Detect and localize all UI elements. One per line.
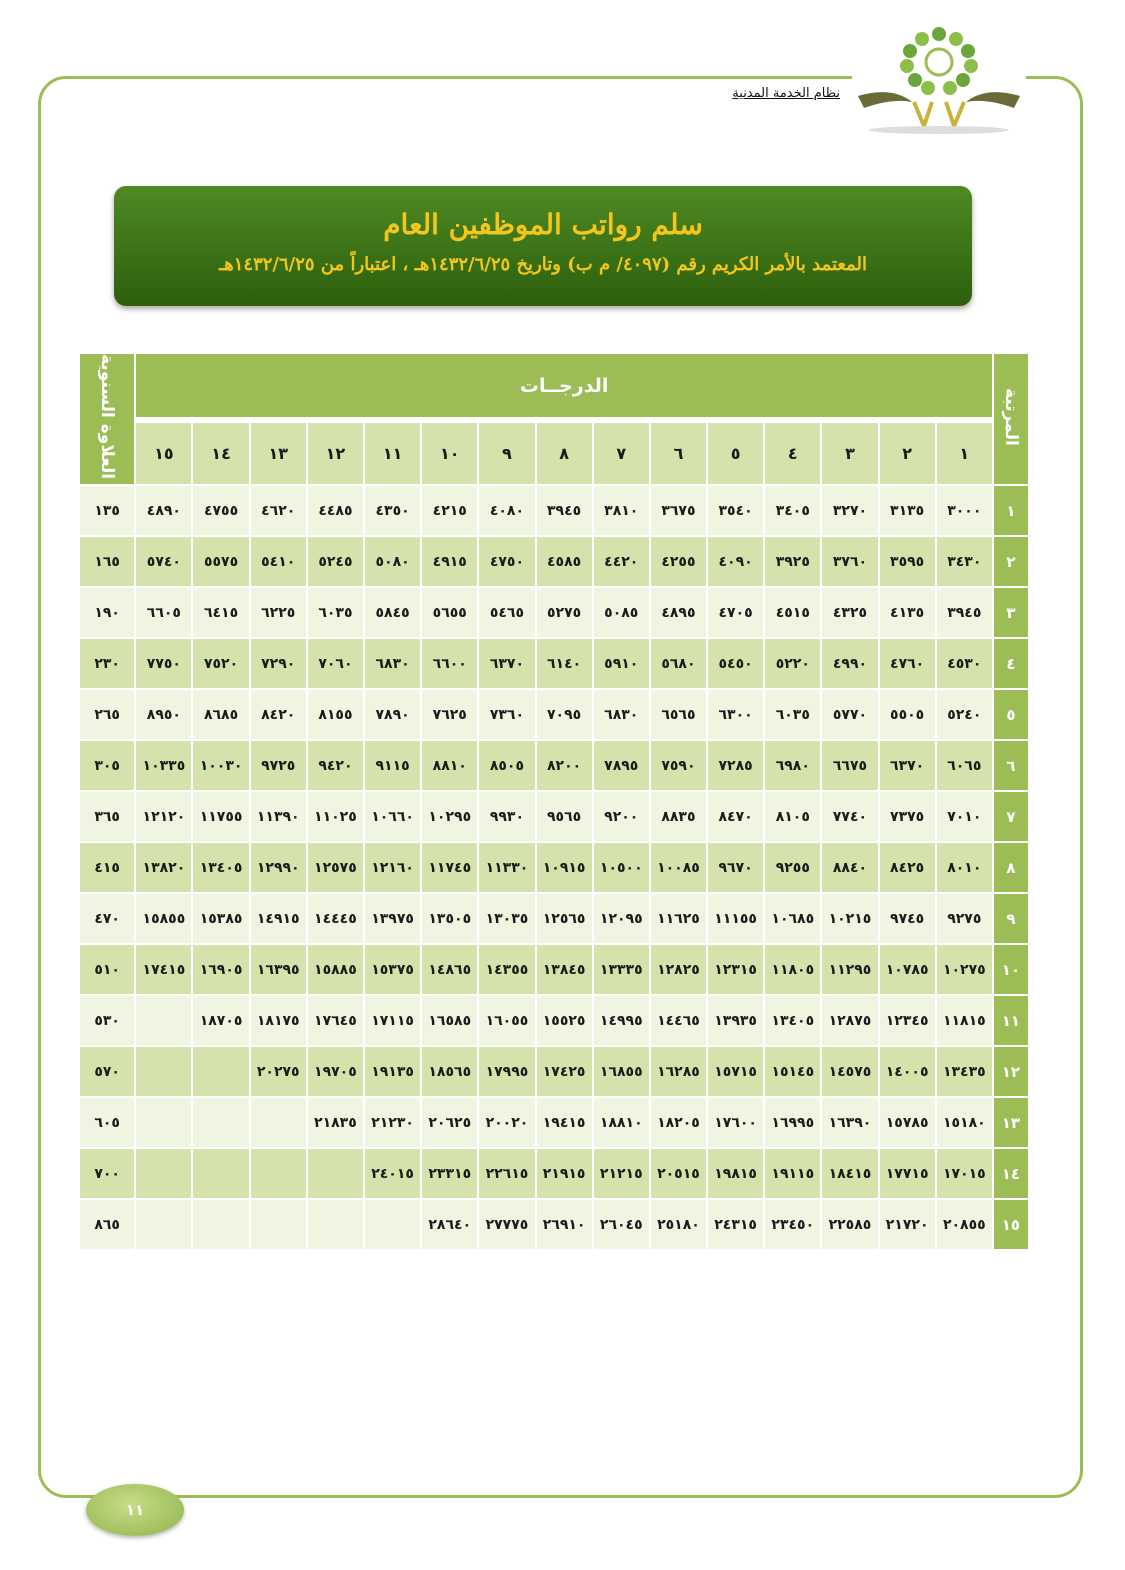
salary-cell: ٦٨٣٠ [364,638,421,689]
salary-cell: ١٨٧٠٥ [192,995,249,1046]
salary-cell: ٢١٢٣٠ [364,1097,421,1148]
salary-cell: ٤٤٢٠ [593,536,650,587]
salary-cell: ٥٦٨٠ [650,638,707,689]
salary-cell: ٦٠٣٥ [764,689,821,740]
salary-cell: ٤٣٥٠ [364,485,421,536]
salary-cell: ١٢٣٤٥ [879,995,936,1046]
header-row [79,353,1029,420]
salary-cell: ٢١٩١٥ [536,1148,593,1199]
salary-cell: ١٢٥٦٥ [536,893,593,944]
salary-cell: ٥٠٨٥ [593,587,650,638]
salary-cell: ٤٧٥٠ [478,536,535,587]
grade-header-cell: ٩ [478,420,535,485]
salary-cell: ٤٢٥٥ [650,536,707,587]
salary-cell: ١٠٥٠٠ [593,842,650,893]
salary-cell: ٤٩٩٠ [821,638,878,689]
table-row [79,536,1029,587]
table-row [79,944,1029,995]
table-row [79,587,1029,638]
salary-cell: ١٤٤٤٥ [307,893,364,944]
salary-cell: ١٢١٦٠ [364,842,421,893]
salary-cell: ١٦٢٨٥ [650,1046,707,1097]
civil-service-emblem-icon [852,18,1026,138]
salary-cell [135,1046,192,1097]
salary-cell: ٥٥٧٥ [192,536,249,587]
salary-cell [135,995,192,1046]
salary-cell: ١٠٠٨٥ [650,842,707,893]
salary-cell: ١٧٦٠٠ [707,1097,764,1148]
grade-header-cell: ١٥ [135,420,192,485]
salary-cell: ١١٨٠٥ [764,944,821,995]
salary-cell: ٦٣٠٠ [707,689,764,740]
rank-cell: ١ [993,485,1029,536]
bonus-header: العلاوة السنوية [79,353,135,485]
salary-cell: ١٣٥٠٥ [421,893,478,944]
salary-cell: ٢٧٧٧٥ [478,1199,535,1250]
salary-cell [307,1148,364,1199]
salary-cell: ١٢٠٩٥ [593,893,650,944]
salary-cell: ٩٧٤٥ [879,893,936,944]
salary-cell: ٥٢٤٠ [936,689,993,740]
salary-cell: ٦٨٣٠ [593,689,650,740]
salary-cell: ١٨٨١٠ [593,1097,650,1148]
salary-cell: ٢١٢١٥ [593,1148,650,1199]
salary-cell: ٣٤٣٠ [936,536,993,587]
salary-cell: ٦٩٨٠ [764,740,821,791]
salary-cell: ٤٧٥٥ [192,485,249,536]
salary-cell: ١٧٤٢٥ [536,1046,593,1097]
page-number-badge [86,1484,184,1536]
salary-cell: ٢١٨٣٥ [307,1097,364,1148]
table-row [79,689,1029,740]
salary-cell: ١٤٤٦٥ [650,995,707,1046]
salary-cell: ٦٠٣٥ [307,587,364,638]
salary-cell: ٧٨٩٠ [364,689,421,740]
salary-cell: ٦٣٧٠ [478,638,535,689]
salary-cell: ٢٠٦٢٥ [421,1097,478,1148]
rank-cell: ١٠ [993,944,1029,995]
salary-cell: ٨١٥٥ [307,689,364,740]
salary-cell: ٢٦٠٤٥ [593,1199,650,1250]
salary-cell: ٧٧٤٠ [821,791,878,842]
salary-cell: ٥٥٠٥ [879,689,936,740]
table-body [79,485,1029,1250]
grade-header-cell: ١٤ [192,420,249,485]
salary-cell: ٦٣٧٠ [879,740,936,791]
salary-cell: ١٧٩٩٥ [478,1046,535,1097]
salary-cell: ١٩١٣٥ [364,1046,421,1097]
page-number: ١١ [125,1501,145,1519]
salary-cell [250,1148,307,1199]
salary-cell: ١٩٧٠٥ [307,1046,364,1097]
salary-cell: ١٠٧٨٥ [879,944,936,995]
bonus-cell: ٣٠٥ [79,740,135,791]
grade-header-cell: ٤ [764,420,821,485]
grade-header-cell: ٥ [707,420,764,485]
banner-title: سلم رواتب الموظفين العام [383,208,703,241]
salary-cell: ١٧٤١٥ [135,944,192,995]
salary-cell: ٩٩٣٠ [478,791,535,842]
salary-cell: ٢٤٣١٥ [707,1199,764,1250]
salary-cell [192,1046,249,1097]
salary-cell: ١٨٢٠٥ [650,1097,707,1148]
salary-cell: ١٠٦٦٠ [364,791,421,842]
salary-cell: ١٥٨٨٥ [307,944,364,995]
salary-cell: ١١٨١٥ [936,995,993,1046]
bonus-cell: ١٣٥ [79,485,135,536]
salary-cell: ٢٤٠١٥ [364,1148,421,1199]
salary-cell: ٣٥٤٠ [707,485,764,536]
bonus-cell: ٢٣٠ [79,638,135,689]
grade-header-cell: ١٣ [250,420,307,485]
salary-cell: ١١٣٣٠ [478,842,535,893]
salary-scale-table [78,352,1030,1251]
salary-cell: ٨٤٧٠ [707,791,764,842]
salary-cell: ٥٧٧٠ [821,689,878,740]
salary-cell: ٣٨١٠ [593,485,650,536]
salary-cell: ١٠٢٩٥ [421,791,478,842]
salary-cell: ٥٤٦٥ [478,587,535,638]
salary-cell: ٧٣٧٥ [879,791,936,842]
table-row [79,1097,1029,1148]
salary-cell: ١٣٨٢٠ [135,842,192,893]
salary-cell: ٧٢٩٠ [250,638,307,689]
grade-header-cell: ١٠ [421,420,478,485]
salary-cell: ١٣٤٠٥ [192,842,249,893]
salary-cell: ١٦٠٥٥ [478,995,535,1046]
salary-cell: ١٧٠١٥ [936,1148,993,1199]
salary-cell: ١١٧٥٥ [192,791,249,842]
salary-cell: ٣٠٠٠ [936,485,993,536]
salary-cell: ٧٠١٠ [936,791,993,842]
salary-cell: ٨١٠٥ [764,791,821,842]
grade-header-cell: ١٢ [307,420,364,485]
salary-cell: ١٧٦٤٥ [307,995,364,1046]
salary-cell: ١١١٥٥ [707,893,764,944]
salary-cell: ١٥١٨٠ [936,1097,993,1148]
salary-cell: ١٢١٢٠ [135,791,192,842]
salary-cell: ١٨٤١٥ [821,1148,878,1199]
salary-cell: ١١٣٩٠ [250,791,307,842]
salary-cell: ٩٧٢٥ [250,740,307,791]
salary-cell: ٩٢٧٥ [936,893,993,944]
grade-header-cell: ١ [936,420,993,485]
salary-cell: ١٣٩٣٥ [707,995,764,1046]
salary-cell: ٤٥٨٥ [536,536,593,587]
salary-cell: ١٥٧١٥ [707,1046,764,1097]
table-row [79,995,1029,1046]
salary-cell: ٥٩١٠ [593,638,650,689]
salary-cell: ٤٨٩٠ [135,485,192,536]
salary-cell [250,1199,307,1250]
salary-cell: ٢٠٥١٥ [650,1148,707,1199]
salary-cell [307,1199,364,1250]
grade-header-row [79,420,1029,485]
table-row [79,485,1029,536]
salary-cell: ٦٦٠٥ [135,587,192,638]
salary-cell: ٣٩٤٥ [936,587,993,638]
salary-cell: ٤٠٩٠ [707,536,764,587]
salary-cell: ١٢٨٧٥ [821,995,878,1046]
salary-cell: ٤٧٠٥ [707,587,764,638]
salary-cell: ١٦٥٨٥ [421,995,478,1046]
salary-cell: ١٩٤١٥ [536,1097,593,1148]
salary-cell: ١٥٥٢٥ [536,995,593,1046]
rank-cell: ٨ [993,842,1029,893]
salary-cell: ١٤٣٥٥ [478,944,535,995]
salary-cell: ٨٨٤٠ [821,842,878,893]
salary-cell: ٢٠٢٧٥ [250,1046,307,1097]
salary-cell: ٥٧٤٠ [135,536,192,587]
salary-cell [135,1199,192,1250]
salary-cell: ٥٦٥٥ [421,587,478,638]
salary-cell: ١٦٩٩٥ [764,1097,821,1148]
salary-cell: ٣٩٤٥ [536,485,593,536]
salary-cell: ١٧١١٥ [364,995,421,1046]
salary-cell [135,1097,192,1148]
salary-cell: ٤٧٦٠ [879,638,936,689]
salary-cell: ٧٣٦٠ [478,689,535,740]
salary-cell: ١٦٣٩٥ [250,944,307,995]
rank-cell: ٢ [993,536,1029,587]
salary-cell: ٣١٣٥ [879,485,936,536]
salary-cell: ٣٤٠٥ [764,485,821,536]
salary-cell: ١٠٦٨٥ [764,893,821,944]
bonus-cell: ٦٠٥ [79,1097,135,1148]
salary-cell: ٨٩٥٠ [135,689,192,740]
salary-cell: ٧٠٩٥ [536,689,593,740]
rank-cell: ٧ [993,791,1029,842]
salary-cell: ٨٨١٠ [421,740,478,791]
grade-header-cell: ٢ [879,420,936,485]
salary-cell: ٤٣٢٥ [821,587,878,638]
salary-cell: ٢٢٥٨٥ [821,1199,878,1250]
salary-cell: ١٣٤٠٥ [764,995,821,1046]
salary-cell: ١٣٩٧٥ [364,893,421,944]
salary-cell: ٥٢٧٥ [536,587,593,638]
grade-header-cell: ١١ [364,420,421,485]
salary-cell: ٢٥١٨٠ [650,1199,707,1250]
salary-cell: ١٠٩١٥ [536,842,593,893]
salary-cell: ٨٤٢٥ [879,842,936,893]
salary-cell: ٣٦٧٥ [650,485,707,536]
salary-cell: ٧٥٢٠ [192,638,249,689]
salary-cell: ٤٢١٥ [421,485,478,536]
salary-cell [364,1199,421,1250]
salary-cell: ١٤٩٩٥ [593,995,650,1046]
salary-cell: ٨٨٣٥ [650,791,707,842]
salary-cell: ٤٤٨٥ [307,485,364,536]
salary-cell: ٥٢٤٥ [307,536,364,587]
bonus-cell: ٧٠٠ [79,1148,135,1199]
salary-cell: ٧٥٩٠ [650,740,707,791]
salary-cell: ٢٠٠٢٠ [478,1097,535,1148]
salary-cell: ١٨١٧٥ [250,995,307,1046]
salary-cell: ٥٨٤٥ [364,587,421,638]
salary-cell: ١٣٣٣٥ [593,944,650,995]
salary-cell: ٦٢٢٥ [250,587,307,638]
salary-cell: ٩١١٥ [364,740,421,791]
salary-cell: ١٢٨٢٥ [650,944,707,995]
salary-cell: ١٩١١٥ [764,1148,821,1199]
salary-cell: ٦٥٦٥ [650,689,707,740]
table-row [79,740,1029,791]
salary-cell: ١٠٣٣٥ [135,740,192,791]
salary-cell: ٢٨٦٤٠ [421,1199,478,1250]
salary-cell [192,1199,249,1250]
salary-cell: ١٤٠٠٥ [879,1046,936,1097]
salary-cell: ٩٢٥٥ [764,842,821,893]
salary-cell: ٩٦٧٠ [707,842,764,893]
bonus-cell: ٨٦٥ [79,1199,135,1250]
salary-cell: ٧٠٦٠ [307,638,364,689]
salary-cell: ١٧٧١٥ [879,1148,936,1199]
salary-cell: ٤٩١٥ [421,536,478,587]
table-row [79,1148,1029,1199]
table-row [79,791,1029,842]
salary-cell: ١٣٠٣٥ [478,893,535,944]
salary-cell [192,1148,249,1199]
salary-cell: ٣٩٢٥ [764,536,821,587]
salary-cell: ١٦٣٩٠ [821,1097,878,1148]
table-row [79,638,1029,689]
salary-cell: ٢١٧٢٠ [879,1199,936,1250]
salary-cell: ٢٦٩١٠ [536,1199,593,1250]
salary-cell: ٦١٤٠ [536,638,593,689]
grade-header-cell: ٦ [650,420,707,485]
table-row [79,1199,1029,1250]
salary-cell: ١١٧٤٥ [421,842,478,893]
salary-cell: ١٥٣٧٥ [364,944,421,995]
salary-cell: ٥٤٥٠ [707,638,764,689]
rank-cell: ١٤ [993,1148,1029,1199]
bonus-cell: ٥١٠ [79,944,135,995]
salary-cell: ٢٠٨٥٥ [936,1199,993,1250]
rank-cell: ٥ [993,689,1029,740]
bonus-cell: ٣٦٥ [79,791,135,842]
salary-cell: ٧٧٥٠ [135,638,192,689]
rank-cell: ١١ [993,995,1029,1046]
salary-cell: ٤٦٢٠ [250,485,307,536]
rank-cell: ٣ [993,587,1029,638]
grade-header-cell: ٧ [593,420,650,485]
bonus-cell: ٥٣٠ [79,995,135,1046]
table-row [79,893,1029,944]
salary-cell: ١٥٨٥٥ [135,893,192,944]
salary-cell: ٤٥٣٠ [936,638,993,689]
salary-cell: ١٣٨٤٥ [536,944,593,995]
salary-cell [192,1097,249,1148]
salary-cell: ٣٥٩٥ [879,536,936,587]
rank-cell: ٦ [993,740,1029,791]
salary-cell: ١٥٧٨٥ [879,1097,936,1148]
salary-cell: ١٢٥٧٥ [307,842,364,893]
salary-cell: ٩٤٢٠ [307,740,364,791]
salary-cell: ٢٣٤٥٠ [764,1199,821,1250]
salary-cell: ٦٤١٥ [192,587,249,638]
salary-cell: ١٥١٤٥ [764,1046,821,1097]
system-name: نظام الخدمة المدنية [732,86,840,101]
salary-cell: ٢٢٦١٥ [478,1148,535,1199]
salary-cell: ٤٨٩٥ [650,587,707,638]
bonus-cell: ٥٧٠ [79,1046,135,1097]
salary-cell [250,1097,307,1148]
bonus-cell: ١٦٥ [79,536,135,587]
salary-cell: ١٤٨٦٥ [421,944,478,995]
salary-cell: ٤١٣٥ [879,587,936,638]
table-row [79,842,1029,893]
salary-cell: ٣٧٦٠ [821,536,878,587]
salary-cell: ١٨٥٦٥ [421,1046,478,1097]
salary-cell: ١٢٩٩٠ [250,842,307,893]
salary-cell: ٧٨٩٥ [593,740,650,791]
salary-cell: ٩٥٦٥ [536,791,593,842]
rank-cell: ١٢ [993,1046,1029,1097]
salary-cell: ٧٢٨٥ [707,740,764,791]
salary-cell: ١٠٢١٥ [821,893,878,944]
salary-cell: ١١٦٢٥ [650,893,707,944]
salary-cell: ١٤٥٧٥ [821,1046,878,1097]
grade-header-cell: ٨ [536,420,593,485]
salary-cell: ١٣٤٣٥ [936,1046,993,1097]
salary-cell: ٥٤١٠ [250,536,307,587]
salary-cell: ١١٠٢٥ [307,791,364,842]
salary-cell: ١٩٨١٥ [707,1148,764,1199]
salary-cell: ٨٦٨٥ [192,689,249,740]
salary-cell: ٢٣٣١٥ [421,1148,478,1199]
bonus-cell: ٤١٥ [79,842,135,893]
rank-cell: ٤ [993,638,1029,689]
rank-cell: ١٣ [993,1097,1029,1148]
salary-cell: ٨٠١٠ [936,842,993,893]
salary-cell: ٤٥١٥ [764,587,821,638]
title-banner [114,186,972,306]
salary-cell: ٨٥٠٥ [478,740,535,791]
salary-cell: ٧٦٢٥ [421,689,478,740]
table-row [79,1046,1029,1097]
salary-cell: ٥٢٢٠ [764,638,821,689]
rank-header: المرتبة [993,353,1029,485]
salary-cell: ١٢٣١٥ [707,944,764,995]
salary-cell: ١٠٢٧٥ [936,944,993,995]
salary-cell: ٨٢٠٠ [536,740,593,791]
rank-cell: ١٥ [993,1199,1029,1250]
salary-cell: ١٠٠٣٠ [192,740,249,791]
salary-cell: ٩٢٠٠ [593,791,650,842]
salary-cell: ٦٠٦٥ [936,740,993,791]
salary-cell: ٦٦٠٠ [421,638,478,689]
salary-cell: ١٥٣٨٥ [192,893,249,944]
rank-cell: ٩ [993,893,1029,944]
salary-cell: ١٦٩٠٥ [192,944,249,995]
bonus-cell: ٢٦٥ [79,689,135,740]
salary-cell: ٤٠٨٠ [478,485,535,536]
salary-cell: ١٤٩١٥ [250,893,307,944]
grade-header-cell: ٣ [821,420,878,485]
banner-subtitle: المعتمد بالأمر الكريم رقم (٤٠٩٧/ م ب) وتاريخ ١٤٣٢/٦/٢٥هـ ، اعتباراً من ١٤٣٢/٦/٢٥هـ [218,254,868,275]
salary-cell: ٥٠٨٠ [364,536,421,587]
salary-cell: ٦٦٧٥ [821,740,878,791]
bonus-cell: ٤٧٠ [79,893,135,944]
salary-cell [135,1148,192,1199]
salary-cell: ٨٤٢٠ [250,689,307,740]
salary-cell: ١٦٨٥٥ [593,1046,650,1097]
bonus-cell: ١٩٠ [79,587,135,638]
degrees-header: الدرجــات [135,353,993,420]
salary-cell: ١١٢٩٥ [821,944,878,995]
salary-cell: ٣٢٧٠ [821,485,878,536]
